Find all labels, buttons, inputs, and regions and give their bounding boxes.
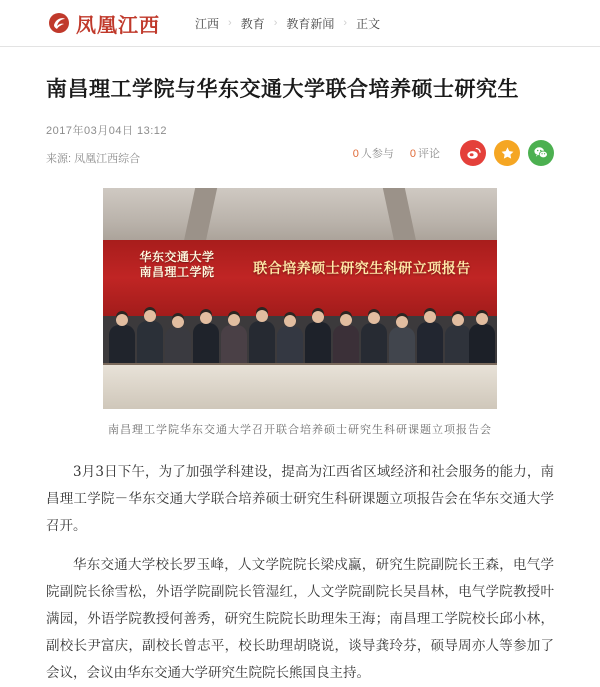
breadcrumb [186, 15, 389, 32]
breadcrumb-separator: › [343, 17, 348, 29]
weibo-icon[interactable] [460, 140, 486, 166]
publish-date: 2017年03月04日 13:12 [46, 125, 168, 138]
article-body [46, 459, 554, 687]
engagement-counts [353, 145, 440, 161]
star-icon[interactable] [494, 140, 520, 166]
photo-people [103, 316, 497, 369]
article-meta [46, 122, 554, 166]
share-buttons [460, 140, 554, 166]
banner-left-text [117, 250, 237, 280]
article-paragraph: 华东交通大学校长罗玉峰，人文学院院长梁戍赢，研究生院副院长王森，电气学院副院长徐雪松，外语学院副院长管湿红，人文学院副院长吴昌林，电气学院教授叶满园，外语学院教授何善秀，研究生院院长助理朱王海；南昌理工学院校长邱小林，副校长尹富庆，副校长曾志平，校长助理胡晓说，谈导龚玲芬，硕导周亦人等参加了会议，会议由华东交通大学研究生院院长熊国良主持。 [46, 557, 554, 682]
banner-main-text: 联合培养硕士研究生科研立项报告 [253, 261, 471, 278]
phoenix-icon [48, 12, 70, 34]
article-container [0, 75, 600, 687]
article-figure [46, 188, 554, 437]
photo-ceiling [103, 188, 497, 246]
photo-caption: 南昌理工学院华东交通大学召开联合培养硕士研究生科研课题立项报告会 [108, 423, 492, 437]
participate-label: 人参与 [360, 148, 394, 161]
nav-item-education-news[interactable]: 教育新闻 [286, 16, 335, 31]
nav-item-article[interactable]: 正文 [356, 16, 381, 31]
site-logo-text: 凤凰江西 [76, 12, 160, 37]
comment-count-group[interactable] [410, 145, 440, 161]
photo-table [103, 363, 497, 409]
nav-item-education[interactable]: 教育 [240, 16, 265, 31]
wechat-icon[interactable] [528, 140, 554, 166]
article-paragraph: 3月3日下午，为了加强学科建设，提高为江西省区域经济和社会服务的能力，南昌理工学院－华东交通大学联合培养硕士研究生科研课题立项报告会在华东交通大学召开。 [46, 464, 554, 535]
banner-left-line1: 华东交通大学 [139, 250, 215, 265]
comment-count: 0 [409, 148, 416, 161]
site-header [0, 0, 600, 47]
participate-count: 0 [352, 148, 359, 161]
article-meta-left [46, 122, 167, 166]
article-photo [103, 188, 497, 409]
article-source: 来源: 凤凰江西综合 [46, 153, 141, 166]
article-meta-right [353, 122, 554, 166]
breadcrumb-separator: › [228, 17, 232, 29]
banner-left-line2: 南昌理工学院 [139, 265, 215, 280]
nav-item-jiangxi[interactable]: 江西 [195, 16, 220, 31]
page-title: 南昌理工学院与华东交通大学联合培养硕士研究生 [46, 76, 519, 101]
breadcrumb-separator: › [273, 17, 278, 29]
site-logo[interactable] [48, 9, 160, 38]
comment-label: 评论 [418, 148, 440, 161]
participate-count-group[interactable] [353, 145, 394, 161]
